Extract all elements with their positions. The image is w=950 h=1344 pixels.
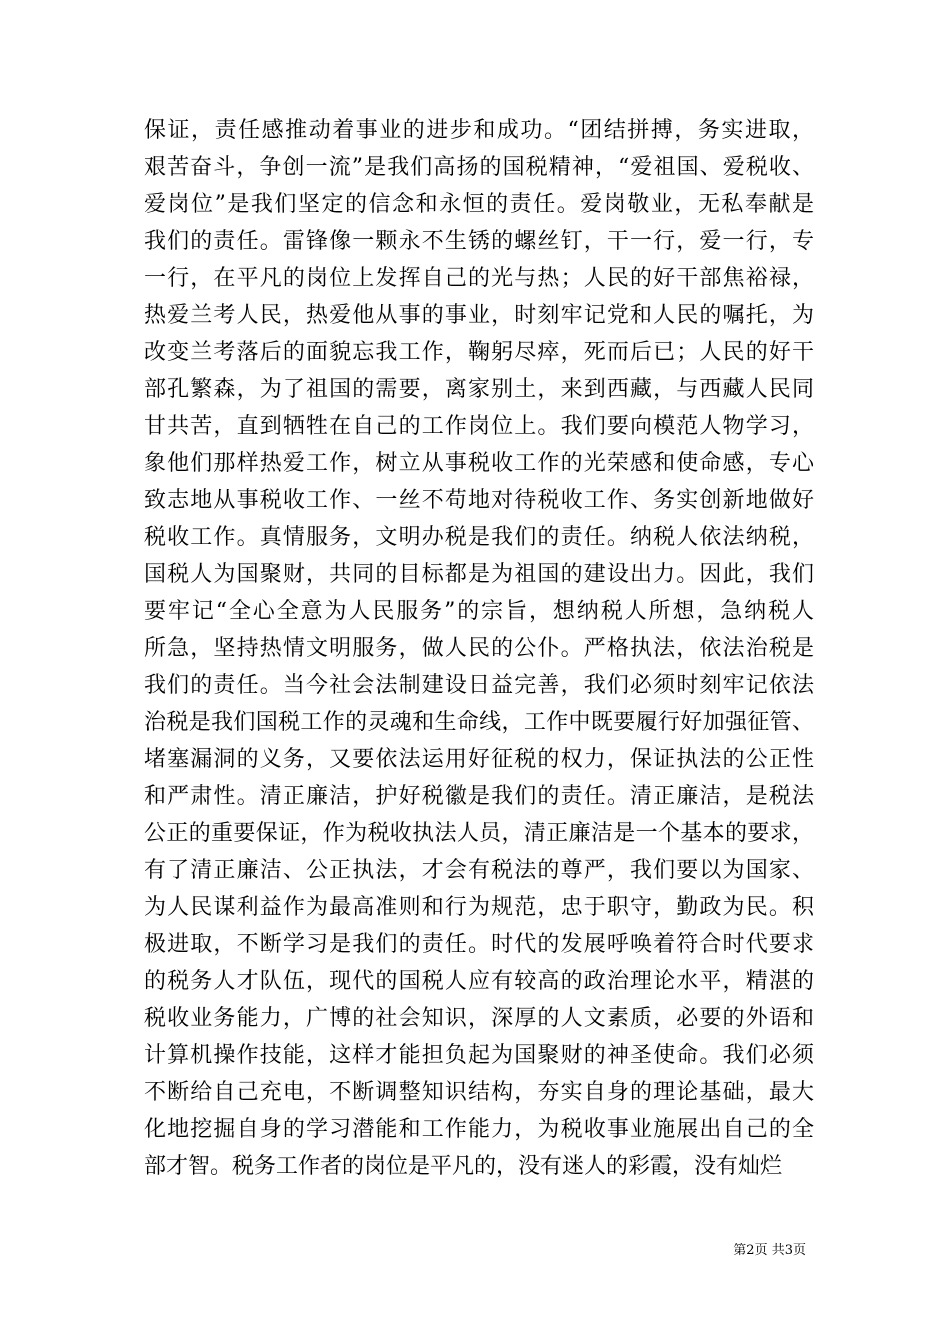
page-number-footer [0, 1242, 806, 1260]
body-text [144, 112, 814, 1185]
total-pages-number: 3 [784, 1243, 793, 1258]
text-line: 保证，责任感推动着事业的进步和成功。“团结拼搏，务实进取， [144, 118, 814, 143]
text-line: 的税务人才队伍，现代的国税人应有较高的政治理论水平，精湛的 [144, 969, 814, 994]
text-line: 部孔繁森，为了祖国的需要，离家别土，来到西藏，与西藏人民同 [144, 377, 814, 402]
text-line: 我们的责任。当今社会法制建设日益完善，我们必须时刻牢记依法 [144, 673, 814, 698]
text-line: 爱岗位”是我们坚定的信念和永恒的责任。爱岗敬业，无私奉献是 [144, 192, 814, 217]
text-line: 和严肃性。清正廉洁，护好税徽是我们的责任。清正廉洁，是税法 [144, 784, 814, 809]
text-line: 甘共苦，直到牺牲在自己的工作岗位上。我们要向模范人物学习， [144, 414, 814, 439]
text-line: 税收工作。真情服务，文明办税是我们的责任。纳税人依法纳税， [144, 525, 814, 550]
text-line: 热爱兰考人民，热爱他从事的事业，时刻牢记党和人民的嘱托，为 [144, 303, 814, 328]
text-line: 税收业务能力，广博的社会知识，深厚的人文素质，必要的外语和 [144, 1006, 814, 1031]
text-line: 极进取，不断学习是我们的责任。时代的发展呼唤着符合时代要求 [144, 932, 814, 957]
text-line: 致志地从事税收工作、一丝不苟地对待税收工作、务实创新地做好 [144, 488, 814, 513]
text-line: 国税人为国聚财，共同的目标都是为祖国的建设出力。因此，我们 [144, 562, 814, 587]
text-line: 所急，坚持热情文明服务，做人民的公仆。严格执法，依法治税是 [144, 636, 814, 661]
text-line: 改变兰考落后的面貌忘我工作，鞠躬尽瘁，死而后已；人民的好干 [144, 340, 814, 365]
page-suffix: 页 [792, 1243, 806, 1258]
text-line: 公正的重要保证，作为税收执法人员，清正廉洁是一个基本的要求， [144, 821, 814, 846]
text-line: 堵塞漏洞的义务，又要依法运用好征税的权力，保证执法的公正性 [144, 747, 814, 772]
text-line: 艰苦奋斗，争创一流”是我们高扬的国税精神，“爱祖国、爱税收、 [144, 155, 814, 180]
text-line: 有了清正廉洁、公正执法，才会有税法的尊严，我们要以为国家、 [144, 858, 814, 883]
page-prefix: 第 [733, 1243, 747, 1258]
page-middle: 页 共 [754, 1243, 785, 1258]
text-line: 为人民谋利益作为最高准则和行为规范，忠于职守，勤政为民。积 [144, 895, 814, 920]
text-line: 我们的责任。雷锋像一颗永不生锈的螺丝钉，干一行，爱一行，专 [144, 229, 814, 254]
text-line: 象他们那样热爱工作，树立从事税收工作的光荣感和使命感，专心 [144, 451, 814, 476]
text-line: 一行，在平凡的岗位上发挥自己的光与热；人民的好干部焦裕禄， [144, 266, 814, 291]
current-page-number: 2 [746, 1243, 755, 1258]
text-line: 不断给自己充电，不断调整知识结构，夯实自身的理论基础，最大 [144, 1080, 814, 1105]
text-line: 要牢记“全心全意为人民服务”的宗旨，想纳税人所想，急纳税人 [144, 599, 814, 624]
text-line: 化地挖掘自身的学习潜能和工作能力，为税收事业施展出自己的全 [144, 1117, 814, 1142]
text-line: 治税是我们国税工作的灵魂和生命线，工作中既要履行好加强征管、 [144, 710, 814, 735]
text-line: 计算机操作技能，这样才能担负起为国聚财的神圣使命。我们必须 [144, 1043, 814, 1068]
text-line: 部才智。税务工作者的岗位是平凡的，没有迷人的彩霞，没有灿烂 [144, 1154, 783, 1179]
